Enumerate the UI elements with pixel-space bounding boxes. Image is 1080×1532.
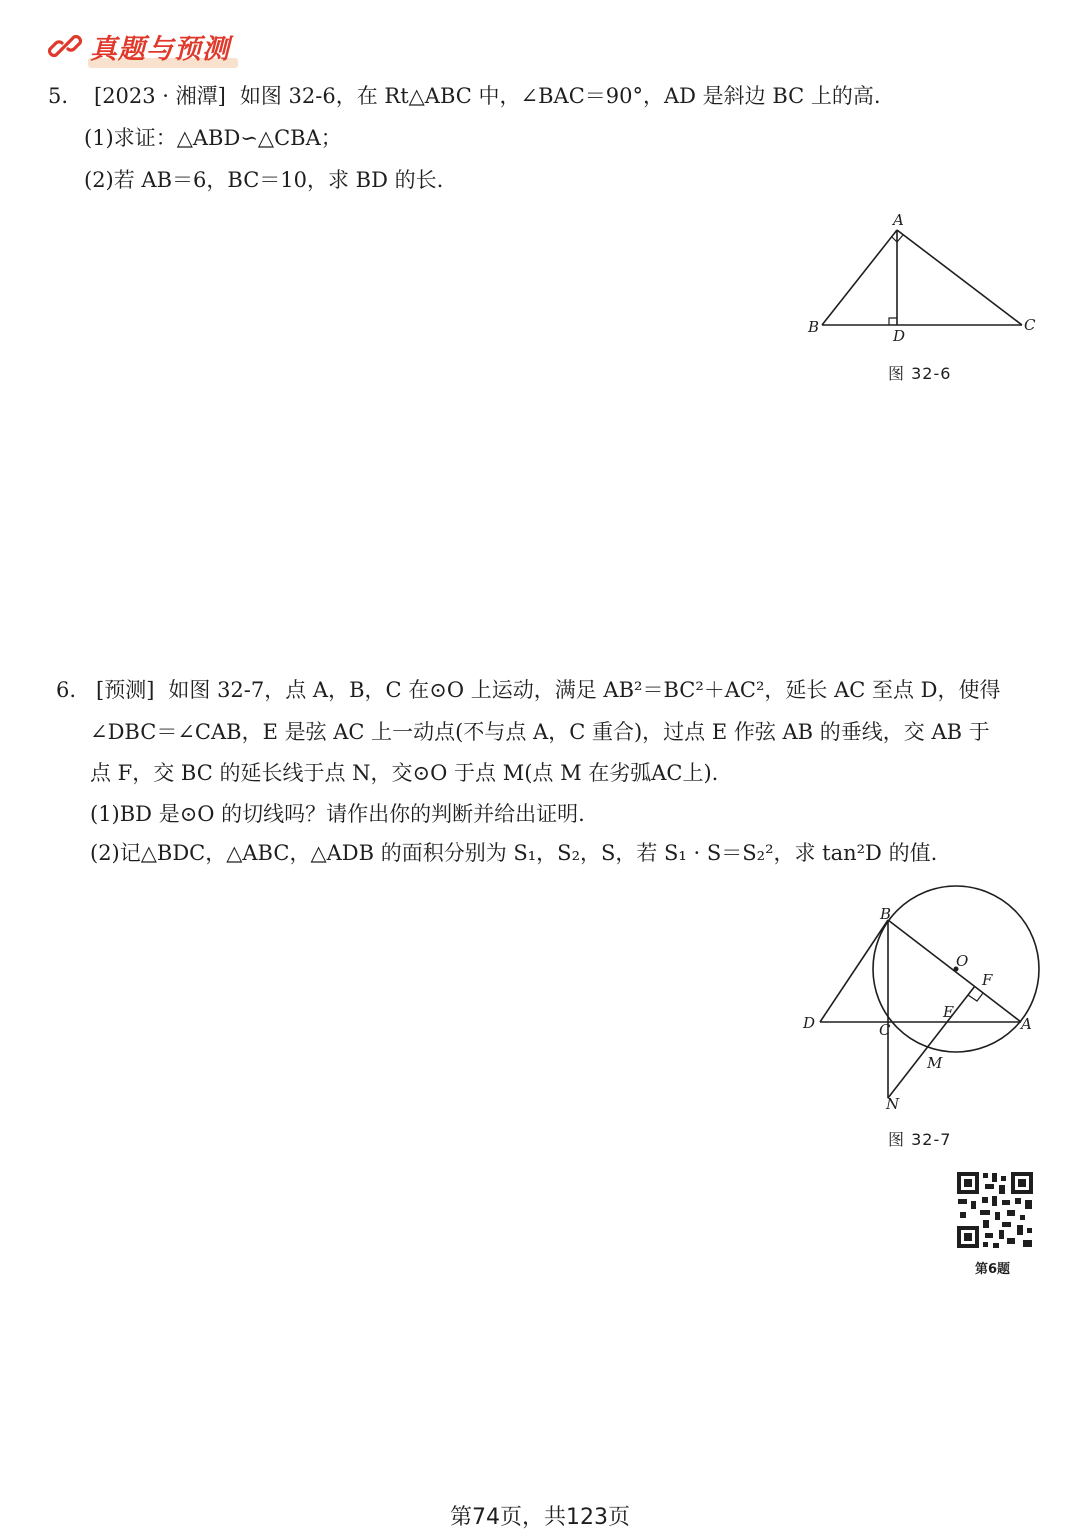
question-6-stem-line-2: ∠DBC＝∠CAB，E 是弦 AC 上一动点(不与点 A，C 重合)，过点 E 作弦 AB 的垂线，交 AB 于 (90, 720, 990, 744)
label-f: F (982, 971, 993, 989)
section-header (48, 24, 230, 68)
question-5-stem-line (48, 86, 881, 107)
link-icon (48, 29, 82, 63)
segment-ab (822, 230, 897, 325)
right-angle-mark-f (968, 993, 983, 1001)
qr-code-icon[interactable] (955, 1170, 1035, 1250)
label-a: A (1021, 1015, 1032, 1033)
qr-caption: 第6题 (975, 1262, 1011, 1277)
figure-32-7 (795, 880, 1050, 1115)
figure-caption: 图 32-7 (888, 1130, 952, 1149)
segment-nf (888, 986, 975, 1098)
label-n: N (886, 1095, 900, 1113)
right-angle-mark-d (889, 318, 897, 325)
question-6-stem-line (56, 680, 1001, 701)
label-m: M (927, 1054, 943, 1072)
figure-caption: 图 32-6 (888, 364, 952, 383)
label-c: C (879, 1021, 891, 1039)
label-e: E (943, 1003, 954, 1021)
question-6-part-1: (1)BD 是⊙O 的切线吗？请作出你的判断并给出证明. (90, 802, 585, 826)
question-6-stem-line-3: 点 F，交 BC 的延长线于点 N，交⊙O 于点 M(点 M 在劣弧AC上). (90, 761, 719, 785)
segment-db (820, 920, 888, 1022)
label-a: A (893, 211, 904, 229)
question-source: [预测] (96, 678, 155, 702)
label-o: O (956, 952, 969, 970)
page-number: 第74页，共123页 (450, 1505, 630, 1530)
question-5-part-2: (2)若 AB＝6，BC＝10，求 BD 的长. (84, 168, 444, 192)
question-stem: 如图 32-7，点 A，B，C 在⊙O 上运动，满足 AB²＝BC²＋AC²，延长 AC 至点 D，使得 (168, 678, 1001, 702)
question-source: [2023 · 湘潭] (94, 84, 226, 108)
question-5-part-1: (1)求证：△ABD∽△CBA； (84, 126, 342, 150)
question-number: 5. (48, 84, 69, 108)
label-c: C (1024, 316, 1036, 334)
brand-title: 真题与预测 (90, 33, 230, 65)
question-stem: 如图 32-6，在 Rt△ABC 中，∠BAC＝90°，AD 是斜边 BC 上的高. (239, 84, 881, 108)
figure-32-6 (800, 210, 1050, 350)
label-b: B (880, 905, 892, 923)
segment-ac (897, 230, 1022, 325)
question-6-part-2: (2)记△BDC，△ABC，△ADB 的面积分别为 S₁，S₂，S，若 S₁ · S＝S₂²，求 tan²D 的值. (90, 841, 938, 865)
label-d: D (893, 327, 906, 345)
label-b: B (808, 318, 820, 336)
label-d: D (803, 1014, 816, 1032)
question-number: 6. (56, 678, 77, 702)
